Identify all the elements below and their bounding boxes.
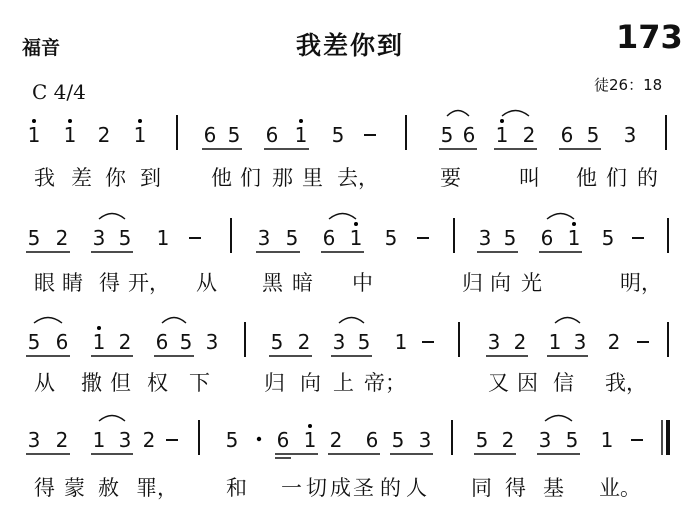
hymn-category: 福音 bbox=[22, 37, 61, 59]
note: 5 bbox=[475, 428, 489, 452]
note: 3 bbox=[538, 428, 552, 452]
hymn-number: 173 bbox=[616, 18, 683, 56]
note: 5 bbox=[118, 226, 132, 250]
lyric-char: 得 bbox=[34, 476, 55, 500]
lyric-char: 光 bbox=[521, 271, 542, 295]
note: 6 bbox=[276, 428, 290, 452]
lyric-char: 开， bbox=[128, 271, 170, 295]
note-high-one: 1 bbox=[567, 226, 581, 250]
lyric-char: 信 bbox=[553, 371, 574, 395]
lyric-char: 但 bbox=[110, 371, 131, 395]
slur bbox=[99, 416, 125, 422]
slur bbox=[502, 111, 529, 117]
note: 3 bbox=[418, 428, 432, 452]
note: 2 bbox=[501, 428, 515, 452]
lyric-char: 我， bbox=[605, 371, 647, 395]
note: 6 bbox=[322, 226, 336, 250]
octave-dot bbox=[500, 119, 504, 123]
note: 5 bbox=[391, 428, 405, 452]
note: 1 bbox=[548, 330, 562, 354]
lyric-char: 们 bbox=[240, 166, 261, 190]
note: 2 bbox=[118, 330, 132, 354]
lyric-char: 黑 bbox=[262, 271, 283, 295]
note: 3 bbox=[487, 330, 501, 354]
note-high-one: 1 bbox=[349, 226, 363, 250]
lyric-char: 去， bbox=[337, 166, 379, 190]
note: 2 bbox=[607, 330, 621, 354]
octave-dot bbox=[299, 119, 303, 123]
note: 3 bbox=[92, 226, 106, 250]
slur bbox=[162, 318, 186, 324]
lyric-char: 你 bbox=[105, 166, 126, 190]
lyric-char: 帝； bbox=[364, 371, 406, 395]
lyric-char: 里 bbox=[302, 166, 323, 190]
slur bbox=[555, 318, 580, 324]
note: 5 bbox=[179, 330, 193, 354]
lyric-char: 和 bbox=[226, 476, 247, 500]
lyric-char: 向 bbox=[490, 271, 511, 295]
lyric-char: 同 bbox=[471, 476, 492, 500]
octave-dot bbox=[308, 424, 312, 428]
lyric-char: 切 bbox=[306, 476, 327, 500]
octave-dot bbox=[354, 222, 358, 226]
note: 5 bbox=[586, 123, 600, 147]
slur bbox=[329, 214, 356, 220]
note: 3 bbox=[332, 330, 346, 354]
dotted-note-dot bbox=[257, 437, 261, 441]
note-high-one: 1 bbox=[27, 123, 41, 147]
lyric-char: 赦 bbox=[98, 476, 119, 500]
lyric-char: 睛 bbox=[62, 271, 83, 295]
lyric-char: 因 bbox=[517, 371, 538, 395]
lyric-char: 从 bbox=[34, 371, 55, 395]
note-high-one: 1 bbox=[303, 428, 317, 452]
note: 6 bbox=[155, 330, 169, 354]
scripture-reference: 徒26：18 bbox=[594, 76, 663, 94]
slur bbox=[545, 416, 572, 422]
note: 5 bbox=[565, 428, 579, 452]
lyric-char: 眼 bbox=[34, 271, 55, 295]
octave-dot bbox=[68, 119, 72, 123]
octave-dot bbox=[572, 222, 576, 226]
note: 5 bbox=[285, 226, 299, 250]
note: 2 bbox=[55, 428, 69, 452]
note: 3 bbox=[257, 226, 271, 250]
note-high-one: 1 bbox=[294, 123, 308, 147]
hymn-title: 我差你到 bbox=[295, 31, 404, 60]
lyric-char: 暗 bbox=[292, 271, 313, 295]
slur bbox=[339, 318, 364, 324]
note: 3 bbox=[623, 123, 637, 147]
note: 2 bbox=[329, 428, 343, 452]
note: 5 bbox=[440, 123, 454, 147]
note: 6 bbox=[203, 123, 217, 147]
lyric-char: 他 bbox=[211, 166, 232, 190]
key-signature: C 4/4 bbox=[32, 80, 86, 104]
note-high-one: 1 bbox=[133, 123, 147, 147]
note-high-one: 1 bbox=[63, 123, 77, 147]
note: 2 bbox=[55, 226, 69, 250]
note: 5 bbox=[601, 226, 615, 250]
octave-dot bbox=[138, 119, 142, 123]
lyric-char: 他 bbox=[576, 166, 597, 190]
note: 6 bbox=[540, 226, 554, 250]
lyric-char: 上 bbox=[333, 371, 354, 395]
note: 6 bbox=[365, 428, 379, 452]
note: 2 bbox=[513, 330, 527, 354]
note: 2 bbox=[297, 330, 311, 354]
lyric-char: 叫 bbox=[519, 166, 540, 190]
lyric-char: 又 bbox=[488, 371, 509, 395]
note: 2 bbox=[142, 428, 156, 452]
note: 3 bbox=[205, 330, 219, 354]
lyric-char: 向 bbox=[300, 371, 321, 395]
lyric-char: 差 bbox=[71, 166, 92, 190]
lyric-char: 从 bbox=[196, 271, 217, 295]
note: 2 bbox=[522, 123, 536, 147]
lyric-char: 圣 bbox=[353, 476, 374, 500]
note-high-one: 1 bbox=[495, 123, 509, 147]
lyric-char: 们 bbox=[606, 166, 627, 190]
note: 2 bbox=[97, 123, 111, 147]
lyric-char: 得 bbox=[505, 476, 526, 500]
note: 5 bbox=[357, 330, 371, 354]
note-high-one: 1 bbox=[92, 330, 106, 354]
lyric-char: 基 bbox=[543, 476, 564, 500]
octave-dot bbox=[32, 119, 36, 123]
note: 6 bbox=[560, 123, 574, 147]
slur bbox=[34, 318, 62, 324]
lyric-char: 归 bbox=[462, 271, 483, 295]
note: 5 bbox=[27, 330, 41, 354]
slur bbox=[547, 214, 574, 220]
note: 3 bbox=[573, 330, 587, 354]
lyric-char: 我 bbox=[34, 166, 55, 190]
lyric-char: 一 bbox=[281, 476, 302, 500]
octave-dot bbox=[97, 326, 101, 330]
slur bbox=[99, 214, 125, 220]
lyric-char: 要 bbox=[440, 166, 461, 190]
lyric-char: 的 bbox=[380, 476, 401, 500]
lyric-char: 成 bbox=[330, 476, 351, 500]
note: 5 bbox=[227, 123, 241, 147]
note: 5 bbox=[503, 226, 517, 250]
lyric-char: 人 bbox=[406, 476, 427, 500]
lyric-char: 归 bbox=[264, 371, 285, 395]
note: 6 bbox=[462, 123, 476, 147]
lyric-char: 罪， bbox=[136, 476, 178, 500]
lyric-char: 下 bbox=[189, 371, 210, 395]
lyric-char: 到 bbox=[140, 166, 161, 190]
note: 5 bbox=[225, 428, 239, 452]
note: 3 bbox=[27, 428, 41, 452]
lyric-char: 蒙 bbox=[64, 476, 85, 500]
lyric-char: 中 bbox=[352, 271, 373, 295]
note: 1 bbox=[600, 428, 614, 452]
note: 5 bbox=[27, 226, 41, 250]
note: 1 bbox=[92, 428, 106, 452]
note: 1 bbox=[156, 226, 170, 250]
lyric-char: 明， bbox=[620, 271, 662, 295]
lyric-char: 那 bbox=[272, 166, 293, 190]
note: 3 bbox=[118, 428, 132, 452]
note: 5 bbox=[384, 226, 398, 250]
lyric-char: 的 bbox=[637, 166, 658, 190]
lyric-char: 权 bbox=[147, 371, 168, 395]
slur bbox=[447, 111, 469, 117]
note: 1 bbox=[394, 330, 408, 354]
lyric-char: 撒 bbox=[81, 371, 102, 395]
note: 6 bbox=[265, 123, 279, 147]
lyric-char: 得 bbox=[99, 271, 120, 295]
note: 5 bbox=[331, 123, 345, 147]
note: 5 bbox=[270, 330, 284, 354]
note: 6 bbox=[55, 330, 69, 354]
note: 3 bbox=[478, 226, 492, 250]
lyric-char: 业。 bbox=[599, 476, 641, 500]
